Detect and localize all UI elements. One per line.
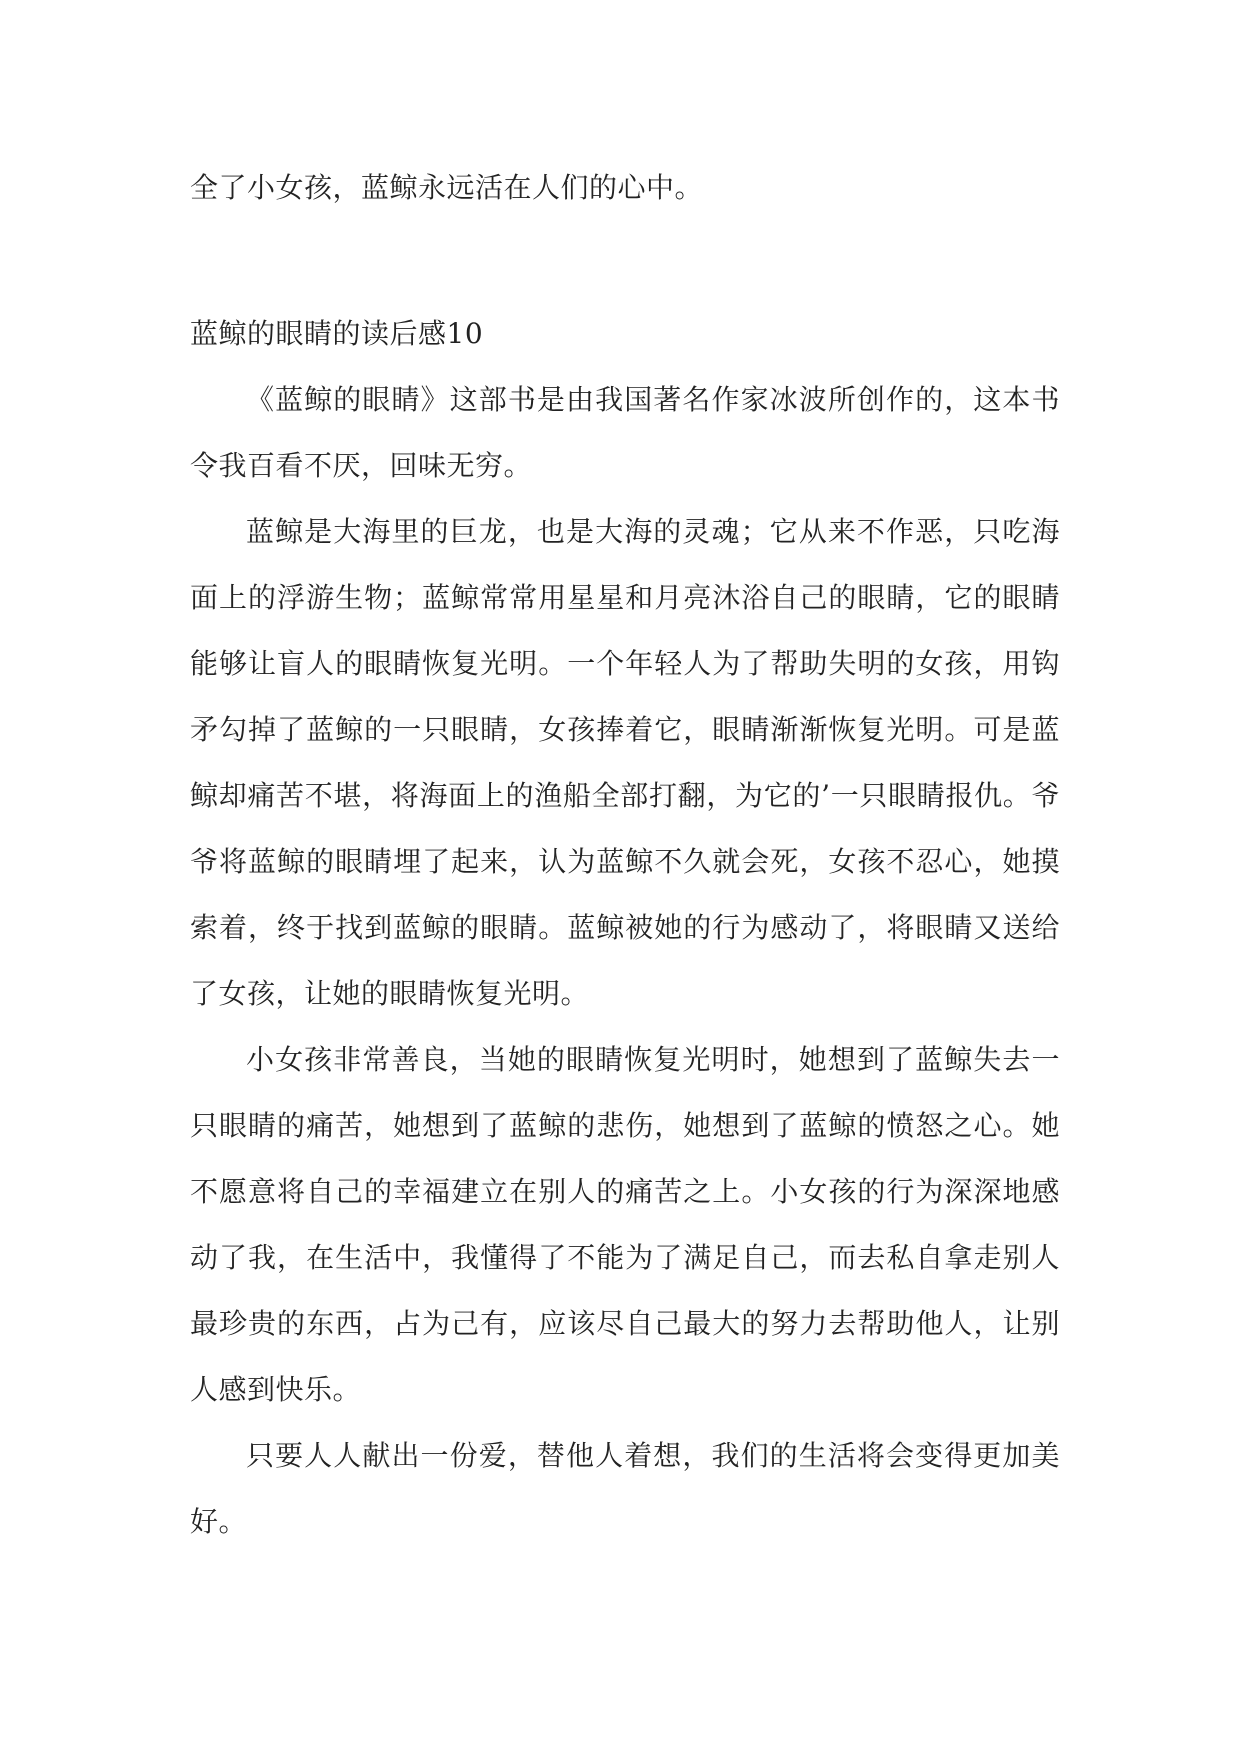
section-gap bbox=[190, 221, 1060, 301]
paragraph-story: 蓝鲸是大海里的巨龙，也是大海的灵魂；它从来不作恶，只吃海面上的浮游生物；蓝鲸常常用星星和月亮沐浴自己的眼睛，它的眼睛能够让盲人的眼睛恢复光明。一个年轻人为了帮助失明的女孩，用钩矛勾掉了蓝鲸的一只眼睛，女孩捧着它，眼睛渐渐恢复光明。可是蓝鲸却痛苦不堪，将海面上的渔船全部打翻，为它的’一只眼睛报仇。爷爷将蓝鲸的眼睛埋了起来，认为蓝鲸不久就会死，女孩不忍心，她摸索着，终于找到蓝鲸的眼睛。蓝鲸被她的行为感动了，将眼睛又送给了女孩，让她的眼睛恢复光明。 bbox=[190, 515, 1060, 1010]
paragraph-conclusion: 只要人人献出一份爱，替他人着想，我们的生活将会变得更加美好。 bbox=[190, 1439, 1060, 1538]
continuation-line: 全了小女孩，蓝鲸永远活在人们的心中。 bbox=[190, 171, 704, 204]
paragraph-intro: 《蓝鲸的眼睛》这部书是由我国著名作家冰波所创作的，这本书令我百看不厌，回味无穷。 bbox=[190, 383, 1060, 482]
section-title: 蓝鲸的眼睛的读后感10 bbox=[190, 317, 484, 350]
paragraph-reflection: 小女孩非常善良，当她的眼睛恢复光明时，她想到了蓝鲸失去一只眼睛的痛苦，她想到了蓝鲸的悲伤，她想到了蓝鲸的愤怒之心。她不愿意将自己的幸福建立在别人的痛苦之上。小女孩的行为深深地感动了我，在生活中，我懂得了不能为了满足自己，而去私自拿走别人最珍贵的东西，占为己有，应该尽自己最大的努力去帮助他人，让别人感到快乐。 bbox=[190, 1043, 1060, 1406]
document-body bbox=[190, 155, 1060, 1555]
